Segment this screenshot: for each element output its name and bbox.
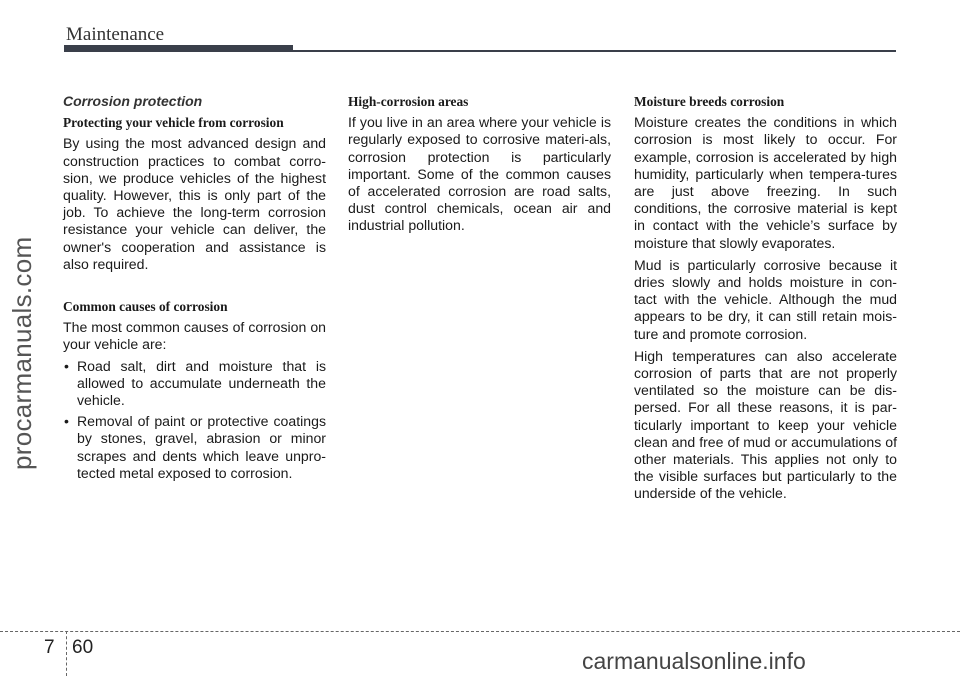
footer-divider [0, 631, 960, 632]
section-title: Corrosion protection [63, 93, 203, 109]
paragraph-common-causes: The most common causes of corrosion on your vehicle are: [63, 319, 326, 353]
header-accent-bar [64, 45, 293, 52]
paragraph-moisture-1: Moisture creates the conditions in which corrosion is most likely to occur. For example, corrosion is accelerated by high humidity, particularly when tempera-tures are just above freezing. In such conditions, the corrosive material is kept in contact with the vehicle’s surface by moisture that slowly evaporates. [634, 114, 897, 251]
paragraph-moisture-3: High temperatures can also accelerate corrosion of parts that are not properly ventilated so the moisture can be dis-persed. For all these reasons, it is par-ticularly important to keep your vehicle clean and free of mud or accumulations of other materials. This applies not only to the visible surfaces but particularly to the underside of the vehicle. [634, 347, 897, 502]
column-left [63, 93, 326, 486]
header-rule [293, 50, 896, 52]
side-watermark: procarmanuals.com [7, 236, 37, 470]
list-item: • Road salt, dirt and moisture that is allowed to accumulate underneath the vehicle. [64, 357, 326, 409]
paragraph-protecting: By using the most advanced design and construction practices to combat corro-sion, we produce vehicles of the highest quality. However, this is only part of the job. To achieve the long-term corrosion resistance your vehicle can deliver, the owner's cooperation and assistance is also required. [63, 135, 326, 272]
column-right [634, 93, 897, 508]
subheading-high-corrosion: High-corrosion areas [348, 94, 469, 109]
paragraph-moisture-2: Mud is particularly corrosive because it dries slowly and holds moisture in con-tact with the vehicle. Although the mud appears to be dry, it can still retain mois-ture and promote corrosion. [634, 256, 897, 342]
causes-list [63, 358, 326, 482]
footer-page-divider [66, 631, 67, 676]
column-middle [348, 93, 611, 240]
list-item: • Removal of paint or protective coatings by stones, gravel, abrasion or minor scrapes and dents which leave unpro-tected metal exposed to corrosion. [64, 413, 326, 481]
page-header-title: Maintenance [66, 24, 165, 45]
paragraph-high-corrosion: If you live in an area where your vehicle is regularly exposed to corrosive materi-als, corrosion protection is particularly important. Some of the common causes of accelerated corrosion are road salts, dust control chemicals, ocean air and industrial pollution. [348, 114, 611, 234]
bottom-watermark: carmanualsonline.info [582, 648, 806, 674]
chapter-number: 7 [44, 637, 55, 658]
page-number: 60 [72, 637, 94, 658]
subheading-protecting: Protecting your vehicle from corrosion [63, 115, 284, 131]
subheading-common-causes: Common causes of corrosion [63, 299, 228, 315]
bullet-icon: • [64, 357, 69, 374]
bullet-icon: • [64, 413, 69, 430]
subheading-moisture: Moisture breeds corrosion [634, 94, 785, 109]
